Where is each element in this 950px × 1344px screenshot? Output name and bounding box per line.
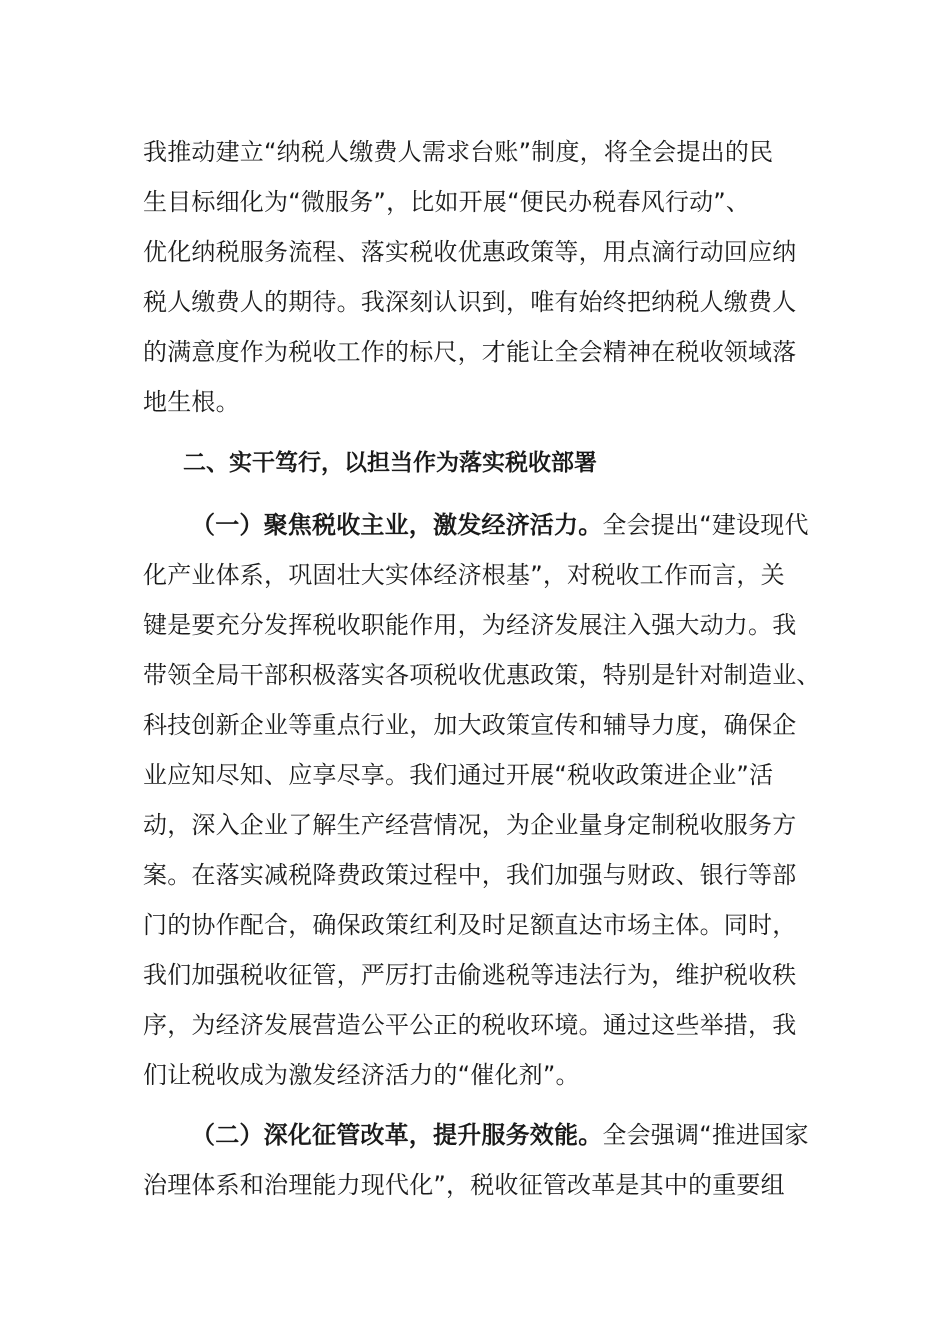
paragraph-line: 化产业体系，巩固壮大实体经济根基”，对税收工作而言，关	[143, 561, 785, 589]
paragraph-line: 的满意度作为税收工作的标尺，才能让全会精神在税收领域落	[143, 338, 797, 366]
paragraph-line: 序，为经济发展营造公平公正的税收环境。通过这些举措，我	[143, 1011, 797, 1039]
paragraph-line: 我们加强税收征管，严厉打击偷逃税等违法行为，维护税收秩	[143, 961, 797, 989]
subsection-text: 全会强调“推进国家	[602, 1121, 809, 1149]
paragraph-line: 我推动建立“纳税人缴费人需求台账”制度，将全会提出的民	[143, 138, 774, 166]
paragraph-line: 生目标细化为“微服务”，比如开展“便民办税春风行动”、	[143, 188, 751, 216]
paragraph-line: 业应知尽知、应享尽享。我们通过开展“税收政策进企业”活	[143, 761, 774, 789]
subsection-first-line	[191, 1120, 809, 1150]
paragraph-line: 们让税收成为激发经济活力的“催化剂”。	[143, 1061, 580, 1089]
paragraph-line: 案。在落实减税降费政策过程中，我们加强与财政、银行等部	[143, 861, 797, 889]
paragraph-line: 带领全局干部积极落实各项税收优惠政策，特别是针对制造业、	[143, 661, 821, 689]
paragraph-line: 优化纳税服务流程、落实税收优惠政策等，用点滴行动回应纳	[143, 238, 797, 266]
paragraph-line: 科技创新企业等重点行业，加大政策宣传和辅导力度，确保企	[143, 711, 797, 739]
subsection-first-line	[191, 510, 809, 540]
paragraph-line: 门的协作配合，确保政策红利及时足额直达市场主体。同时，	[143, 911, 797, 939]
subsection-title: （一）聚焦税收主业，激发经济活力。	[191, 511, 603, 539]
subsection-text: 全会提出“建设现代	[602, 511, 809, 539]
paragraph-line: 动，深入企业了解生产经营情况，为企业量身定制税收服务方	[143, 811, 797, 839]
paragraph-line: 治理体系和治理能力现代化”，税收征管改革是其中的重要组	[143, 1171, 785, 1199]
section-heading: 二、实干笃行，以担当作为落实税收部署	[183, 450, 597, 476]
paragraph-line: 地生根。	[143, 388, 240, 416]
paragraph-line: 键是要充分发挥税收职能作用，为经济发展注入强大动力。我	[143, 611, 797, 639]
subsection-title: （二）深化征管改革，提升服务效能。	[191, 1121, 603, 1149]
paragraph-line: 税人缴费人的期待。我深刻认识到，唯有始终把纳税人缴费人	[143, 288, 797, 316]
